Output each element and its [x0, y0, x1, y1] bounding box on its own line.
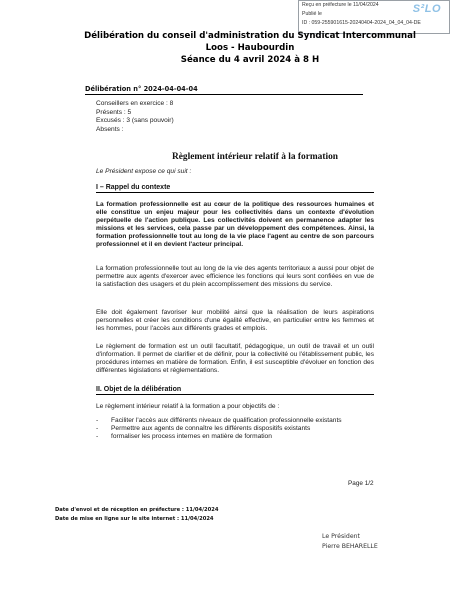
paragraph-4: Le règlement de formation est un outil facultatif, pédagogique, un outil de travail et un outil d'information. Il permet de clarifier et de définir, pour la collectivité ou l'établissement public, les procédures internes en matière de formation. Enfin, il est susceptible d'évoluer en fonction des différentes législations et réglementations.	[96, 343, 374, 375]
signature-role: Le Président	[322, 533, 360, 540]
list-marker: -	[96, 417, 99, 424]
list-item	[96, 417, 376, 425]
count-absents: Absents :	[96, 125, 124, 133]
stamp-published: Publié le	[302, 11, 322, 17]
list-item	[96, 425, 376, 433]
header-divider	[85, 94, 363, 95]
list-item-text: formaliser les process internes en matière de formation	[111, 433, 272, 441]
paragraph-1: La formation professionnelle est au cœur de la politique des ressources humaines et elle constitue un enjeu majeur pour les collectivités dans un contexte d'évolution perpétuelle de l'action publique. Les collectivités doivent en permanence adapter les missions et les services, cela passe par un développement des compétences. Ainsi, la formation professionnelle tout au long de la vie place l'agent au centre de son parcours professionnel et il en devient l'acteur principal.	[96, 201, 374, 249]
document-title: Règlement intérieur relatif à la formation	[171, 152, 338, 162]
count-conseillers: Conseillers en exercice : 8	[96, 100, 174, 107]
list-marker: -	[96, 433, 99, 441]
slo-logo: S²LO	[412, 3, 441, 15]
objectives-list	[96, 417, 376, 441]
attendance-counts	[96, 100, 174, 134]
paragraph-5: Le règlement intérieur relatif à la formation a pour objectifs de :	[96, 403, 280, 410]
list-item-text: Faciliter l'accès aux différents niveaux de qualification professionnelle existants	[111, 417, 342, 424]
signature-block	[322, 532, 378, 551]
list-item	[96, 433, 376, 441]
paragraph-3: Elle doit également favoriser leur mobilité ainsi que la réalisation de leurs aspirations personnelles et créer les conditions d'une égalité effective, en particulier entre les femmes et les hommes, pour l'accès aux différents grades et emplois.	[96, 309, 374, 333]
section-heading-object: II. Objet de la délibération	[96, 386, 374, 395]
footer-sent-date: Date d'envoi et de réception en préfecture : 11/04/2024	[55, 507, 219, 513]
deliberation-number: Délibération n° 2024-04-04-04	[85, 85, 198, 93]
list-item-text: Permettre aux agents de connaître les différents dispositifs existants	[111, 425, 311, 433]
header-line-3: Séance du 4 avril 2024 à 8 H	[180, 55, 320, 65]
page-number: Page 1/2	[348, 480, 374, 487]
signature-name: Pierre BEHARELLE	[322, 542, 378, 550]
header-line-2: Loos - Haubourdin	[205, 43, 295, 53]
header-line-1: Délibération du conseil d'administration du Syndicat Intercommunal	[84, 31, 416, 41]
list-marker: -	[96, 425, 99, 433]
section-heading-context: I – Rappel du contexte	[96, 184, 374, 193]
stamp-received-date: Reçu en préfecture le 11/04/2024	[302, 2, 379, 8]
paragraph-2: La formation professionnelle tout au long de la vie des agents territoriaux a aussi pour objet de permettre aux agents d'exercer avec efficience les fonctions qui leurs sont confiées en vue de la satisfaction des usagers et du plein accomplissement des missions du service.	[96, 265, 374, 289]
footer-online-date: Date de mise en ligne sur le site internet : 11/04/2024	[55, 516, 214, 522]
stamp-id: ID : 059-255901615-20240404-2024_04_04_04-DE	[302, 20, 421, 26]
prefecture-stamp	[298, 0, 450, 34]
count-excuses: Excusés : 3 (sans pouvoir)	[96, 117, 174, 125]
count-presents: Présents : 5	[96, 108, 132, 116]
intro-text: Le Président expose ce qui suit :	[96, 168, 192, 175]
